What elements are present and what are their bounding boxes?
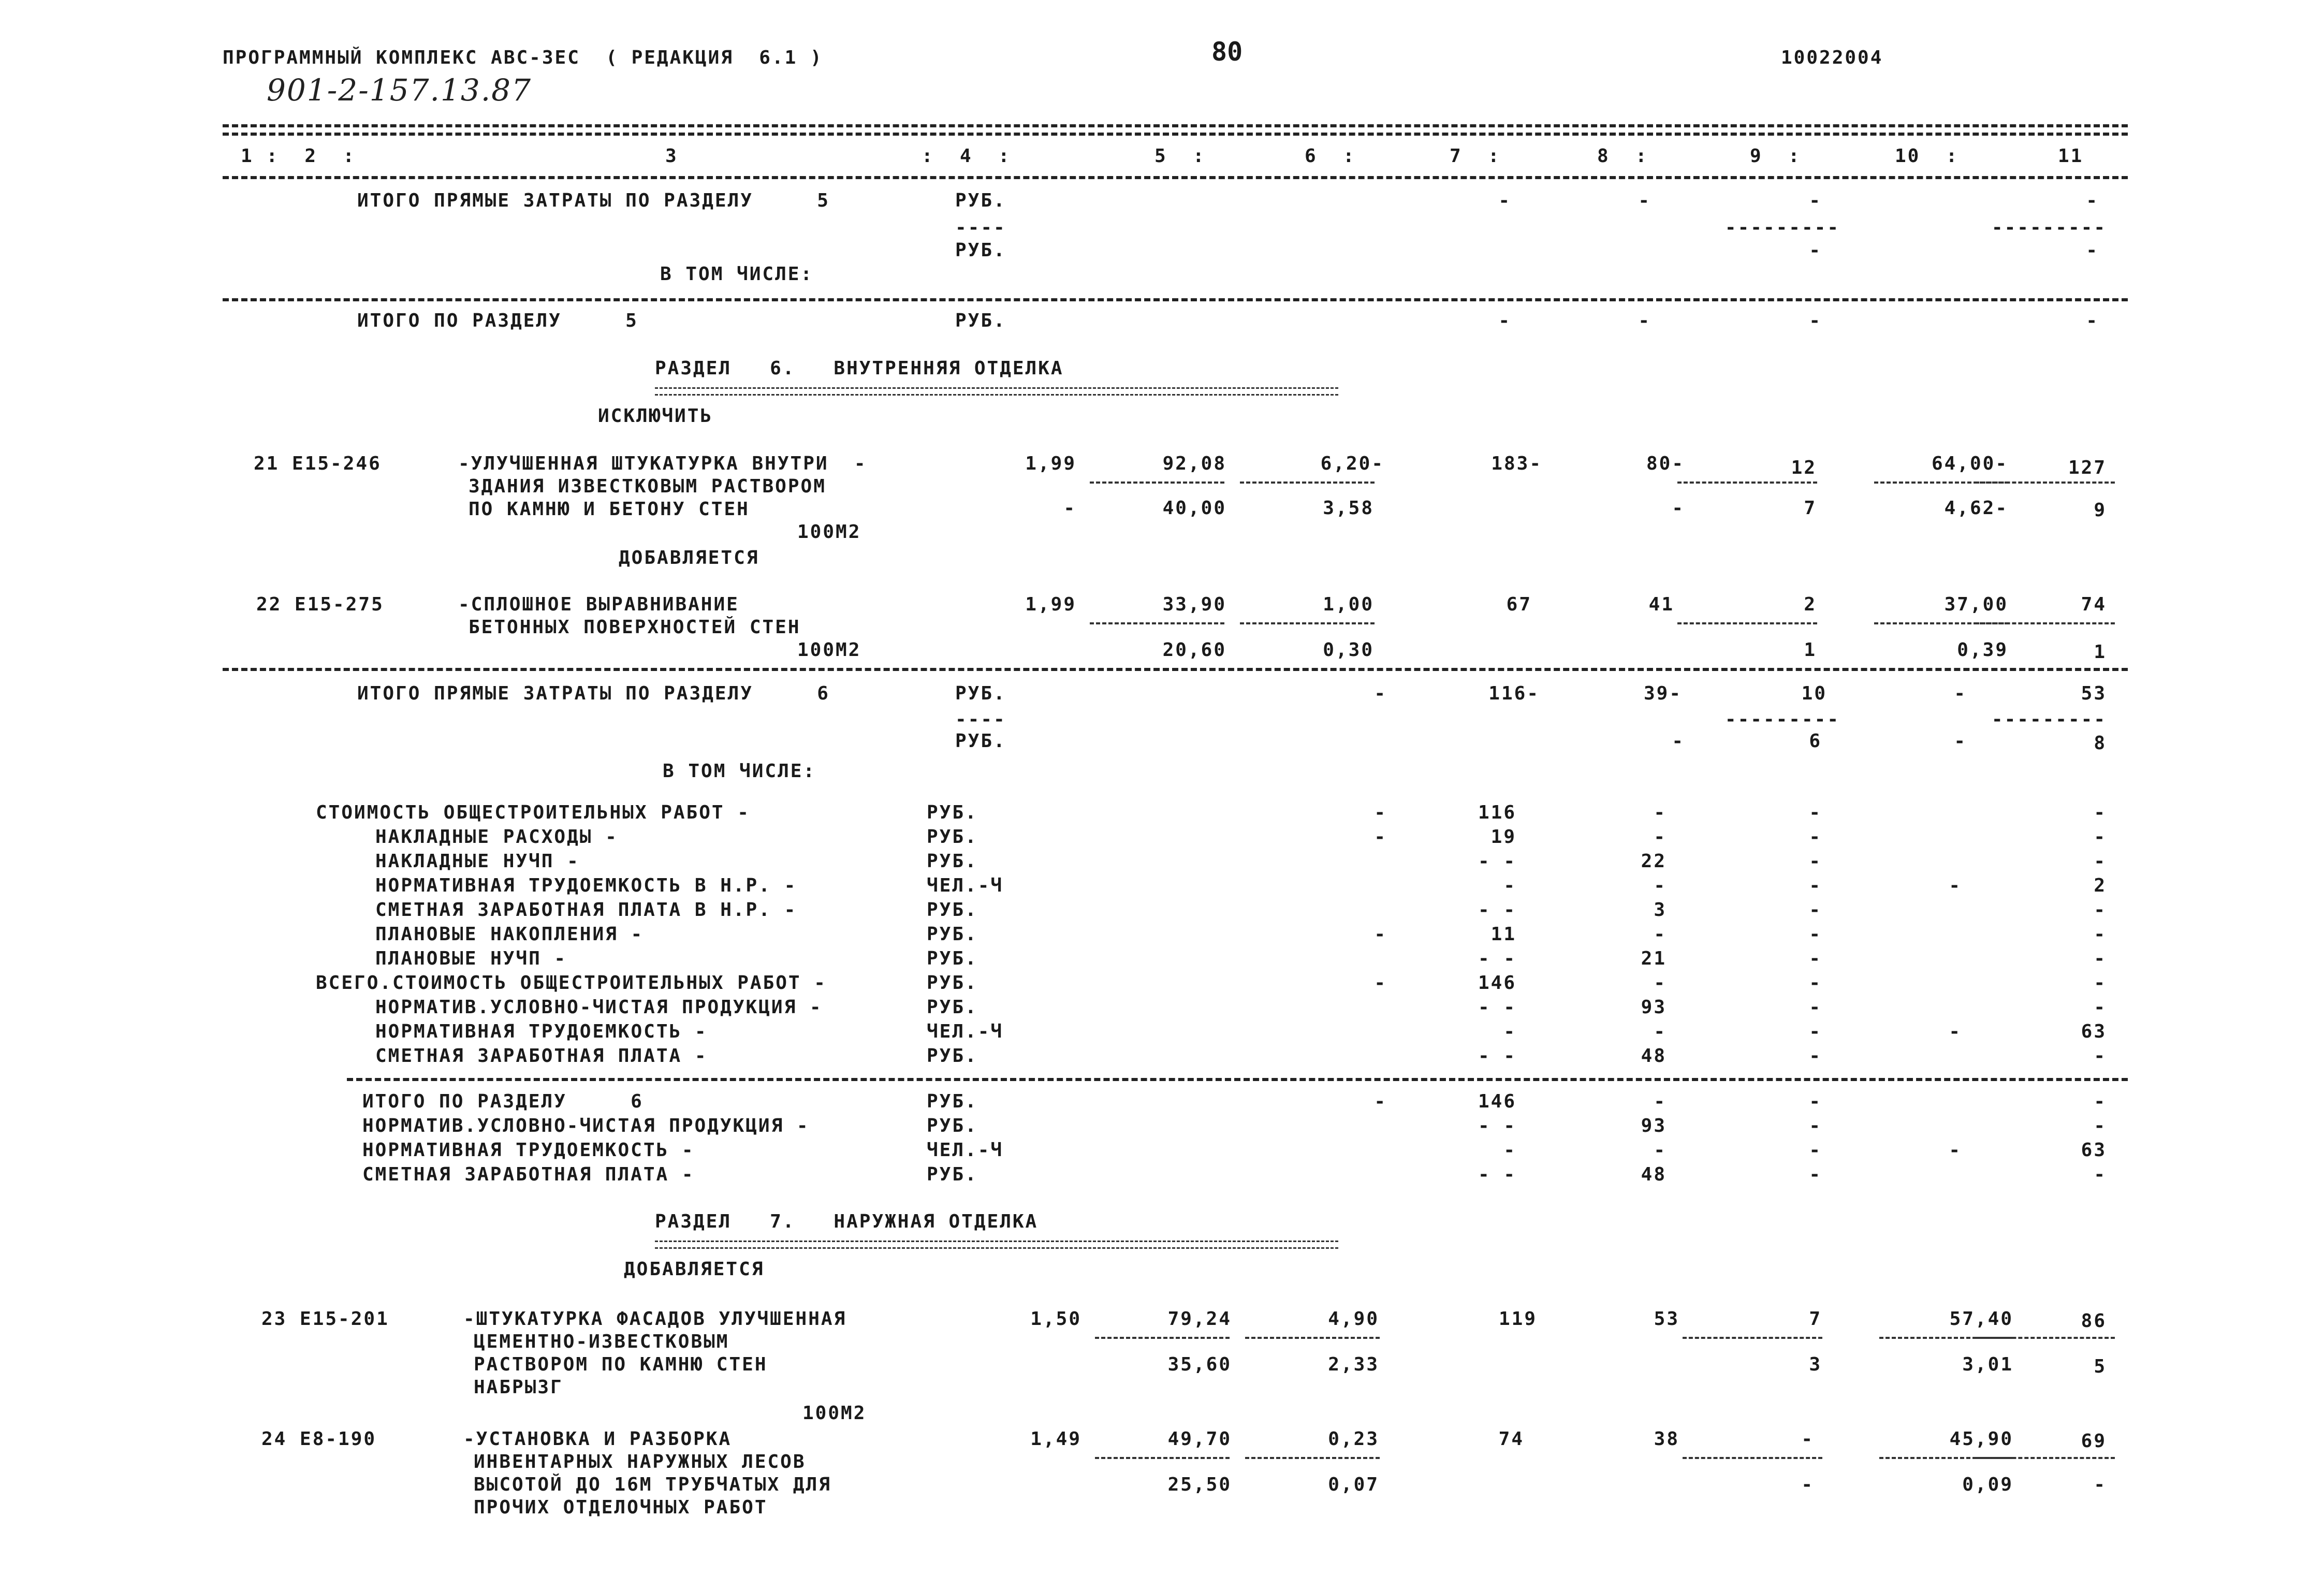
cell-unit: РУБ. (927, 899, 978, 921)
cell-c8: 93 (1641, 997, 1667, 1018)
cell-c6: 1,00 (1323, 594, 1374, 615)
cell-unit: РУБ. (927, 1164, 978, 1185)
summary-label: ВСЕГО.СТОИМОСТЬ ОБЩЕСТРОИТЕЛЬНЫХ РАБОТ - (316, 972, 827, 994)
sep-c5 (1095, 1337, 1230, 1339)
cell-unit: РУБ. (927, 924, 978, 945)
cell-c5b: 20,60 (1162, 639, 1226, 661)
sep-c9 (1683, 1457, 1822, 1459)
cell-unit: РУБ. (927, 851, 978, 872)
sep-c9 (1683, 1337, 1822, 1339)
cell-c6: - (1374, 972, 1387, 994)
section7-title-underline (655, 1241, 1338, 1249)
item-desc-line1: -УЛУЧШЕННАЯ ШТУКАТУРКА ВНУТРИ - (458, 453, 867, 474)
summary-label: НОРМАТИВНАЯ ТРУДОЕМКОСТЬ - (362, 1140, 695, 1161)
cell-c8: - (1654, 875, 1667, 896)
cell-c7: - (1503, 1140, 1516, 1161)
cell-unit: ЧЕЛ.-Ч (927, 1021, 1004, 1042)
cell-c11: - (2086, 190, 2099, 211)
cell-c7: - (1498, 190, 1511, 211)
cell-c6b: 3,58 (1323, 498, 1374, 519)
cell-c8: - (1654, 826, 1667, 848)
breakdown-rule (347, 1078, 2128, 1081)
cell-c11: - (2094, 1091, 2107, 1112)
unit: РУБ. (955, 683, 1006, 704)
item-desc-line2: ИНВЕНТАРНЫХ НАРУЖНЫХ ЛЕСОВ (474, 1451, 806, 1472)
cell-c9: - (1809, 948, 1822, 969)
cell-c9: 10 (1801, 683, 1827, 704)
cell-c4b: - (1063, 498, 1076, 519)
cell-c5: 49,70 (1167, 1428, 1232, 1450)
cell-c9b: - (1801, 1474, 1814, 1495)
item-code: 23 Е15-201 (261, 1308, 389, 1330)
section6-title-underline (655, 387, 1338, 396)
cell-c6b: 0,30 (1323, 639, 1374, 661)
cell-c8: 93 (1641, 1115, 1667, 1136)
item-desc-line1: -СПЛОШНОЕ ВЫРАВНИВАНИЕ (458, 594, 739, 615)
item-desc-line4: ПРОЧИХ ОТДЕЛОЧНЫХ РАБОТ (474, 1497, 768, 1518)
sep-c9 (1677, 622, 1817, 624)
cell-c6: - (1374, 802, 1387, 823)
row-label: ИТОГО ПРЯМЫЕ ЗАТРАТЫ ПО РАЗДЕЛУ 5 (357, 190, 830, 211)
cell-c9: - (1801, 1428, 1814, 1450)
sep-c9 (1677, 482, 1817, 484)
cell-c4: 1,99 (1025, 594, 1076, 615)
item-desc-line1: -УСТАНОВКА И РАЗБОРКА (463, 1428, 732, 1450)
item-unit: 100М2 (797, 639, 861, 661)
cell-c10b: 3,01 (1962, 1354, 2013, 1375)
cell-c7: 67 (1506, 594, 1532, 615)
cell-c6: - (1374, 826, 1387, 848)
cell-unit: РУБ. (927, 1115, 978, 1136)
cell-c11: - (2094, 972, 2107, 994)
sep-c6 (1245, 1337, 1380, 1339)
sep-c11 (1975, 482, 2115, 484)
unit: РУБ. (955, 310, 1006, 331)
cell-c11-separator: --------- (1991, 217, 2107, 238)
cell-c9: 2 (1804, 594, 1817, 615)
sep-c6 (1240, 622, 1375, 624)
cell-c10: - (1949, 1021, 1962, 1042)
cell-c9b: 3 (1809, 1354, 1822, 1375)
cell-c10: - (1954, 731, 1967, 752)
cell-c9: - (1809, 1164, 1822, 1185)
cell-c7: 116 (1478, 802, 1516, 823)
cell-c11: 2 (2094, 875, 2107, 896)
summary-label: НОРМАТИВ.УСЛОВНО-ЧИСТАЯ ПРОДУКЦИЯ - (375, 997, 823, 1018)
cell-c11: 53 (2081, 683, 2107, 704)
cell-c9: 7 (1809, 1308, 1822, 1330)
section7-title: РАЗДЕЛ 7. НАРУЖНАЯ ОТДЕЛКА (655, 1211, 1039, 1232)
col-header-5: 5 : (1154, 145, 1206, 167)
cell-c11: 127 (2068, 457, 2107, 478)
cell-c11: 86 (2081, 1310, 2107, 1332)
cell-c11: - (2086, 240, 2099, 261)
cell-c11b: 9 (2094, 500, 2107, 521)
cell-c4: 1,50 (1030, 1308, 1081, 1330)
add-label: ДОБАВЛЯЕТСЯ (624, 1259, 765, 1280)
cell-c9: - (1809, 997, 1822, 1018)
cell-c8: - (1654, 1021, 1667, 1042)
cell-c10: - (1949, 875, 1962, 896)
cell-c11: 8 (2094, 733, 2107, 754)
cell-c7: 116- (1488, 683, 1540, 704)
cell-c11: - (2094, 997, 2107, 1018)
summary-label: ПЛАНОВЫЕ НАКОПЛЕНИЯ - (375, 924, 644, 945)
section6-items-rule (223, 668, 2128, 671)
col-header-1-2: 1 : 2 : (241, 145, 356, 167)
cell-c9: - (1809, 899, 1822, 921)
cell-c11: - (2094, 851, 2107, 872)
cell-c11b: 1 (2094, 641, 2107, 663)
cell-c11: - (2094, 948, 2107, 969)
item-unit: 100М2 (802, 1403, 867, 1424)
summary-label: СТОИМОСТЬ ОБЩЕСТРОИТЕЛЬНЫХ РАБОТ - (316, 802, 750, 823)
col-header-7: 7 : (1450, 145, 1501, 167)
page-number: 80 (1211, 37, 1243, 67)
header-bottom-rule (223, 176, 2128, 179)
col-header-8: 8 : (1597, 145, 1648, 167)
cell-c9: - (1809, 875, 1822, 896)
top-rule-2 (223, 133, 2128, 136)
sep-c6 (1245, 1457, 1380, 1459)
cell-unit: РУБ. (927, 802, 978, 823)
handwritten-project-code: 901-2-157.13.87 (267, 72, 532, 108)
sep-c5 (1090, 622, 1224, 624)
cell-c9: 12 (1791, 457, 1817, 478)
top-rule (223, 124, 2128, 127)
summary-label: СМЕТНАЯ ЗАРАБОТНАЯ ПЛАТА - (375, 1045, 708, 1067)
item-code: 24 Е8-190 (261, 1428, 377, 1450)
item-code: 21 Е15-246 (254, 453, 382, 474)
cell-c8: 22 (1641, 851, 1667, 872)
cell-c8: 80- (1646, 453, 1685, 474)
cell-c9: - (1809, 972, 1822, 994)
cell-c7: 146 (1478, 972, 1516, 994)
cell-c11: - (2094, 924, 2107, 945)
summary-label: НАКЛАДНЫЕ РАСХОДЫ - (375, 826, 618, 848)
cell-c9: - (1809, 1091, 1822, 1112)
cell-c7: - (1503, 1021, 1516, 1042)
cell-c10b: 0,39 (1957, 639, 2008, 661)
cell-c7: 146 (1478, 1091, 1516, 1112)
summary-label: ПЛАНОВЫЕ НУЧП - (375, 948, 567, 969)
cell-c8: 48 (1641, 1164, 1667, 1185)
summary-label: СМЕТНАЯ ЗАРАБОТНАЯ ПЛАТА В Н.Р. - (375, 899, 797, 921)
cell-c7: 119 (1498, 1308, 1537, 1330)
cell-unit: РУБ. (927, 997, 978, 1018)
cell-c7: - - (1478, 1164, 1516, 1185)
cell-c11: - (2094, 899, 2107, 921)
cell-c11: 74 (2081, 594, 2107, 615)
cell-c6: - (1374, 1091, 1387, 1112)
cell-c9: - (1809, 310, 1822, 331)
cell-c7: - - (1478, 997, 1516, 1018)
cell-c11: 63 (2081, 1021, 2107, 1042)
cell-c11b: - (2094, 1474, 2107, 1495)
unit: РУБ. (955, 731, 1006, 752)
row-label: ИТОГО ПО РАЗДЕЛУ 5 (357, 310, 638, 331)
item-desc-line2: ЗДАНИЯ ИЗВЕСТКОВЫМ РАСТВОРОМ (469, 476, 826, 497)
cell-c5: 33,90 (1162, 594, 1226, 615)
cell-c7: - - (1478, 1045, 1516, 1067)
item-desc-line2: ЦЕМЕНТНО-ИЗВЕСТКОВЫМ (474, 1331, 729, 1352)
cell-c5b: 40,00 (1162, 498, 1226, 519)
item-code: 22 Е15-275 (256, 594, 384, 615)
cell-c6b: 2,33 (1328, 1354, 1379, 1375)
item-desc-line3: ПО КАМНЮ И БЕТОНУ СТЕН (469, 499, 750, 520)
cell-c8: 38 (1654, 1428, 1679, 1450)
cell-c7: - - (1478, 899, 1516, 921)
item-desc-line3: РАСТВОРОМ ПО КАМНЮ СТЕН (474, 1354, 768, 1375)
item-desc-line3: ВЫСОТОЙ ДО 16М ТРУБЧАТЫХ ДЛЯ (474, 1474, 831, 1495)
cell-c11-separator: --------- (1991, 709, 2107, 730)
cell-unit: РУБ. (927, 1091, 978, 1112)
summary-label: ИТОГО ПО РАЗДЕЛУ 6 (362, 1091, 644, 1112)
cell-c7: 74 (1498, 1428, 1524, 1450)
cell-c4: 1,49 (1030, 1428, 1081, 1450)
exclude-label: ИСКЛЮЧИТЬ (598, 405, 713, 427)
unit-separator: ---- (955, 217, 1006, 238)
cell-c5b: 35,60 (1167, 1354, 1232, 1375)
sep-c11 (1975, 1337, 2115, 1339)
sep-c5 (1095, 1457, 1230, 1459)
cell-c6: 6,20- (1320, 453, 1384, 474)
cell-c9: - (1809, 802, 1822, 823)
row-label: ИТОГО ПРЯМЫЕ ЗАТРАТЫ ПО РАЗДЕЛУ 6 (357, 683, 830, 704)
cell-c8: 48 (1641, 1045, 1667, 1067)
section6-title: РАЗДЕЛ 6. ВНУТРЕННЯЯ ОТДЕЛКА (655, 358, 1064, 379)
cell-c8: - (1672, 731, 1685, 752)
cell-unit: ЧЕЛ.-Ч (927, 1140, 1004, 1161)
summary-label: НОРМАТИВНАЯ ТРУДОЕМКОСТЬ - (375, 1021, 708, 1042)
cell-c11: - (2094, 802, 2107, 823)
including-label: В ТОМ ЧИСЛЕ: (663, 761, 816, 782)
unit: РУБ. (955, 190, 1006, 211)
cell-c7: 19 (1490, 826, 1516, 848)
cell-unit: РУБ. (927, 972, 978, 994)
col-header-10: 10 : (1895, 145, 1959, 167)
cell-c10: - (1949, 1140, 1962, 1161)
cell-c6: - (1374, 683, 1387, 704)
cell-c8: 41 (1648, 594, 1674, 615)
cell-c9-separator: --------- (1724, 217, 1840, 238)
cell-c11: 63 (2081, 1140, 2107, 1161)
cell-c9: - (1809, 1140, 1822, 1161)
cell-c8: - (1654, 1091, 1667, 1112)
cell-c8: - (1654, 802, 1667, 823)
summary-label: НОРМАТИВНАЯ ТРУДОЕМКОСТЬ В Н.Р. - (375, 875, 797, 896)
summary-label: СМЕТНАЯ ЗАРАБОТНАЯ ПЛАТА - (362, 1164, 695, 1185)
cell-unit: РУБ. (927, 1045, 978, 1067)
col-header-11: 11 (2058, 145, 2084, 167)
summary-label: НОРМАТИВ.УСЛОВНО-ЧИСТАЯ ПРОДУКЦИЯ - (362, 1115, 810, 1136)
cell-c8: 39- (1643, 683, 1682, 704)
including-label: В ТОМ ЧИСЛЕ: (660, 264, 814, 285)
cell-c5: 79,24 (1167, 1308, 1232, 1330)
cell-c9: - (1809, 826, 1822, 848)
cell-c10b: 4,62- (1944, 498, 2008, 519)
cell-c6b: 0,07 (1328, 1474, 1379, 1495)
cell-c9b: 1 (1804, 639, 1817, 661)
cell-c10: 37,00 (1944, 594, 2008, 615)
cell-c6: - (1374, 924, 1387, 945)
col-header-3: 3 (665, 145, 678, 167)
cell-c10: 57,40 (1949, 1308, 2013, 1330)
cell-c9: 6 (1809, 731, 1822, 752)
cell-c9: - (1809, 240, 1822, 261)
cell-c10: - (1954, 683, 1967, 704)
cell-c9: - (1809, 924, 1822, 945)
item-desc-line1: -ШТУКАТУРКА ФАСАДОВ УЛУЧШЕННАЯ (463, 1308, 847, 1330)
cell-c11: 69 (2081, 1431, 2107, 1452)
program-header: ПРОГРАММНЫЙ КОМПЛЕКС АВС-ЗЕС ( РЕДАКЦИЯ 6.1 ) (223, 47, 823, 68)
cell-c7: - - (1478, 948, 1516, 969)
cell-c9: - (1809, 1045, 1822, 1067)
cell-c7: - (1503, 875, 1516, 896)
cell-c9: - (1809, 190, 1822, 211)
cell-c8: - (1638, 310, 1651, 331)
cell-c5: 92,08 (1162, 453, 1226, 474)
cell-c10b: 0,09 (1962, 1474, 2013, 1495)
cell-unit: РУБ. (927, 948, 978, 969)
cell-c10: 45,90 (1949, 1428, 2013, 1450)
cell-c10: 64,00- (1931, 453, 2008, 474)
cell-c11: - (2094, 1164, 2107, 1185)
item-unit: 100М2 (797, 521, 861, 543)
unit-separator: ---- (955, 709, 1006, 730)
cell-c11: - (2094, 826, 2107, 848)
sep-c6 (1240, 482, 1375, 484)
sep-c11 (1975, 1457, 2115, 1459)
cell-c11: - (2094, 1045, 2107, 1067)
cell-c7: 11 (1490, 924, 1516, 945)
cell-c4: 1,99 (1025, 453, 1076, 474)
summary-label: НАКЛАДНЫЕ НУЧП - (375, 851, 580, 872)
cell-c8: - (1654, 972, 1667, 994)
cell-c8: - (1638, 190, 1651, 211)
document-number: 10022004 (1781, 47, 1883, 68)
sep-c5 (1090, 482, 1224, 484)
cell-c11: - (2094, 1115, 2107, 1136)
cell-c8: 3 (1654, 899, 1667, 921)
cell-c8: - (1654, 924, 1667, 945)
cell-unit: ЧЕЛ.-Ч (927, 875, 1004, 896)
cell-c8: - (1654, 1140, 1667, 1161)
col-header-9: 9 : (1750, 145, 1801, 167)
cell-c9b: 7 (1804, 498, 1817, 519)
add-label: ДОБАВЛЯЕТСЯ (619, 547, 759, 568)
cell-c9: - (1809, 1021, 1822, 1042)
cell-c6: 0,23 (1328, 1428, 1379, 1450)
item-desc-line2: БЕТОННЫХ ПОВЕРХНОСТЕЙ СТЕН (469, 617, 801, 638)
col-header-4: : 4 : (922, 145, 1011, 167)
cell-c11b: 5 (2094, 1356, 2107, 1377)
cell-c9: - (1809, 1115, 1822, 1136)
cell-c11: - (2086, 310, 2099, 331)
cell-c7: - - (1478, 851, 1516, 872)
cell-c7: 183- (1491, 453, 1542, 474)
section5-rule (223, 298, 2128, 301)
unit: РУБ. (955, 240, 1006, 261)
cell-unit: РУБ. (927, 826, 978, 848)
cell-c9: - (1809, 851, 1822, 872)
cell-c8: 21 (1641, 948, 1667, 969)
cell-c7: - (1498, 310, 1511, 331)
cell-c9-separator: --------- (1724, 709, 1840, 730)
sep-c11 (1975, 622, 2115, 624)
cell-c8: 53 (1654, 1308, 1679, 1330)
cell-c5b: 25,50 (1167, 1474, 1232, 1495)
cell-c8b: - (1672, 498, 1685, 519)
item-desc-line4: НАБРЫЗГ (474, 1377, 563, 1398)
col-header-6: 6 : (1305, 145, 1356, 167)
cell-c6: 4,90 (1328, 1308, 1379, 1330)
cell-c7: - - (1478, 1115, 1516, 1136)
